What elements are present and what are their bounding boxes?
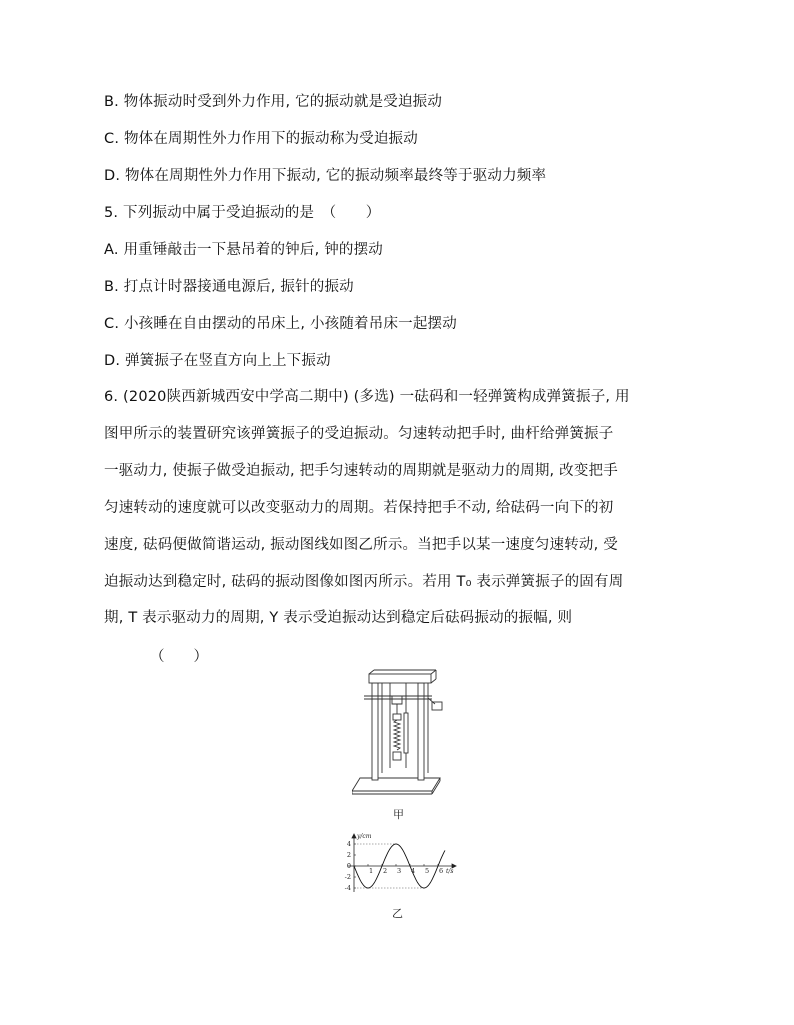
y-tick-label: 4: [346, 840, 351, 848]
y-tick-label: -2: [344, 873, 351, 881]
y-axis-label: y/cm: [357, 833, 372, 840]
y-tick-label: 0: [346, 862, 351, 870]
y-tick-label: -4: [344, 884, 351, 892]
q6-line-4: 匀速转动的速度就可以改变驱动力的周期。若保持把手不动, 给砝码一向下的初: [104, 500, 614, 516]
q5-option-b: B. 打点计时器接通电源后, 振针的振动: [104, 279, 354, 295]
q6-line-3: 一驱动力, 使振子做受迫振动, 把手匀速转动的周期就是驱动力的周期, 改变把手: [104, 463, 618, 479]
y-tick-label: 2: [346, 851, 351, 859]
q6-line-2: 图甲所示的装置研究该弹簧振子的受迫振动。匀速转动把手时, 曲杆给弹簧振子: [104, 426, 614, 442]
apparatus-figure: [352, 668, 447, 800]
x-tick-label: 3: [397, 867, 402, 875]
q6-line-5: 速度, 砝码便做简谐运动, 振动图线如图乙所示。当把手以某一速度匀速转动, 受: [104, 537, 618, 553]
x-tick-label: 5: [425, 867, 430, 875]
x-tick-label: 2: [383, 867, 388, 875]
q4-option-d: D. 物体在周期性外力作用下振动, 它的振动频率最终等于驱动力频率: [104, 168, 547, 184]
q5-option-c: C. 小孩睡在自由摆动的吊床上, 小孩随着吊床一起摆动: [104, 316, 457, 332]
x-tick-label: 6: [439, 867, 444, 875]
q5-option-a: A. 用重锤敲击一下悬吊着的钟后, 钟的摆动: [104, 242, 383, 258]
q5-stem: 5. 下列振动中属于受迫振动的是 （ ）: [104, 205, 381, 221]
vibration-graph: [332, 828, 464, 894]
q6-line-7: 期, T 表示驱动力的周期, Y 表示受迫振动达到稳定后砝码振动的振幅, 则: [104, 610, 573, 626]
x-axis-label: t/s: [446, 868, 454, 875]
x-tick-label: 4: [411, 867, 416, 875]
q4-option-b: B. 物体振动时受到外力作用, 它的振动就是受迫振动: [104, 94, 443, 110]
q5-option-d: D. 弹簧振子在竖直方向上上下振动: [104, 353, 331, 369]
q6-answer-paren: （ ）: [150, 649, 208, 665]
y-axis-arrow: [352, 834, 356, 838]
figure-yi-caption: 乙: [392, 907, 403, 920]
x-tick-label: 1: [369, 867, 374, 875]
q6-line-6: 迫振动达到稳定时, 砝码的振动图像如图丙所示。若用 T₀ 表示弹簧振子的固有周: [104, 574, 624, 590]
figure-jia-caption: 甲: [393, 808, 404, 821]
q4-option-c: C. 物体在周期性外力作用下的振动称为受迫振动: [104, 131, 418, 147]
q6-line-1: 6. (2020陕西新城西安中学高二期中) (多选) 一砝码和一轻弹簧构成弹簧振子, 用: [104, 389, 630, 405]
